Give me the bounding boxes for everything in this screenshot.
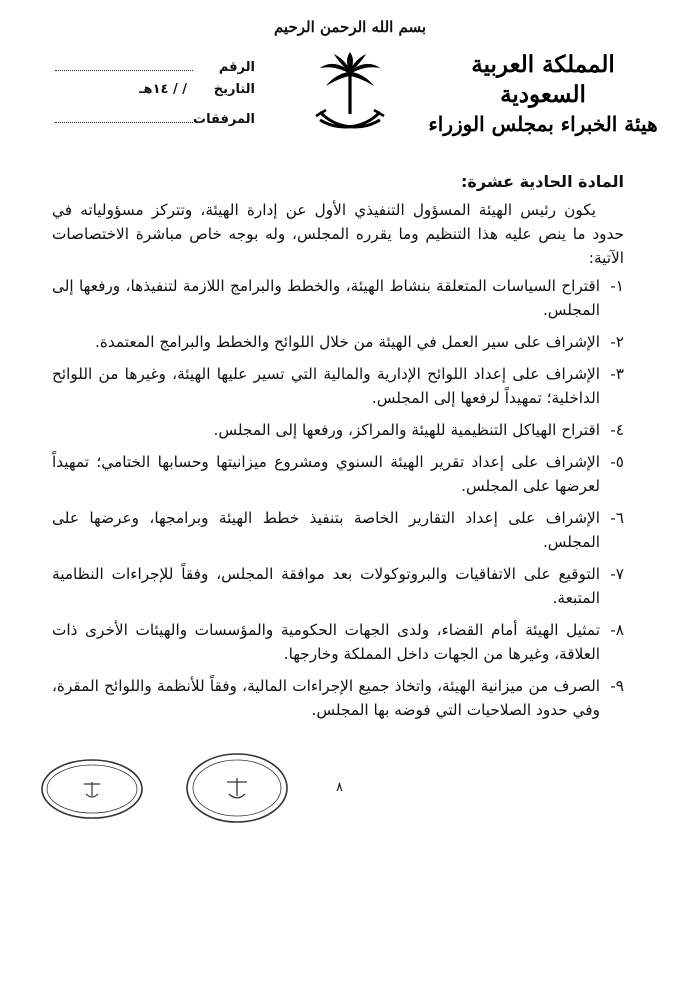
article-body [52,170,624,730]
list-item [52,506,624,554]
ref-number-label: الرقم [218,60,255,75]
palm-swords-emblem-icon [310,50,390,140]
attachments-line [55,108,193,123]
item-number: ٩- [610,677,624,695]
attachments-row [55,108,255,134]
official-stamp-right [185,752,290,824]
article-title: المادة الحادية عشرة: [461,172,624,191]
item-text: اقتراح السياسات المتعلقة بنشاط الهيئة، والخطط والبرامج اللازمة لتنفيذها، ورفعها إلى المجلس. [52,277,600,319]
item-text: الإشراف على إعداد التقارير الخاصة بتنفيذ خطط الهيئة وبرامجها، وعرضها على المجلس. [52,509,600,551]
list-item [52,618,624,666]
official-stamp-left [40,758,145,820]
date-row [55,82,255,108]
list-item [52,274,624,322]
list-item [52,362,624,410]
list-item [52,418,624,442]
item-text: التوقيع على الاتفاقيات والبروتوكولات بعد موافقة المجلس، وفقاً للإجراءات النظامية المتبعة. [52,565,600,607]
organization-header [428,50,658,138]
item-text: اقتراح الهياكل التنظيمية للهيئة والمراكز، ورفعها إلى المجلس. [213,421,600,439]
item-number: ٦- [610,509,624,527]
item-number: ٢- [610,333,624,351]
list-item [52,450,624,498]
item-number: ٤- [610,421,624,439]
item-number: ٨- [610,621,624,639]
item-text: الصرف من ميزانية الهيئة، واتخاذ جميع الإجراءات المالية، وفقاً للأنظمة واللوائح المقرة، وفي حدود الصلاحيات التي فوضه بها المجلس. [52,677,600,719]
org-name-line1: المملكة العربية السعودية [471,51,615,108]
date-label: التاريخ [213,82,255,97]
list-item [52,562,624,610]
ref-number-row [55,56,255,82]
item-text: الإشراف على إعداد اللوائح الإدارية والمالية التي تسير عليها الهيئة، وغيرها من اللوائح الداخلية؛ تمهيداً لرفعها إلى المجلس. [52,365,600,407]
list-item [52,330,624,354]
page-number: ٨ [336,780,343,795]
basmala: بسم الله الرحمن الرحيم [273,18,427,36]
item-number: ٣- [610,365,624,383]
date-value: / / ١٤هـ [139,82,187,97]
item-number: ٥- [610,453,624,471]
article-intro: يكون رئيس الهيئة المسؤول التنفيذي الأول عن إدارة الهيئة، وتتركز مسؤولياته في حدود ما ينص عليه هذا التنظيم وما يقرره المجلس، وله بوجه خاص مباشرة الاختصاصات الآتية: [52,201,624,267]
item-text: الإشراف على إعداد تقرير الهيئة السنوي ومشروع ميزانيتها وحسابها الختامي؛ تمهيداً لعرضها على المجلس. [52,453,600,495]
attachments-label: المرفقات [193,112,255,127]
list-item [52,674,624,722]
item-text: الإشراف على سير العمل في الهيئة من خلال اللوائح والخطط والبرامج المعتمدة. [94,333,600,351]
item-number: ٧- [610,565,624,583]
reference-fields [55,56,255,134]
ref-number-line [55,56,193,71]
article-items [52,274,624,722]
org-name-line2: هيئة الخبراء بمجلس الوزراء [428,112,658,136]
item-number: ١- [610,277,624,295]
item-text: تمثيل الهيئة أمام القضاء، ولدى الجهات الحكومية والمؤسسات والهيئات الأخرى ذات العلاقة، وغيرها من الجهات داخل المملكة وخارجها. [52,621,600,663]
